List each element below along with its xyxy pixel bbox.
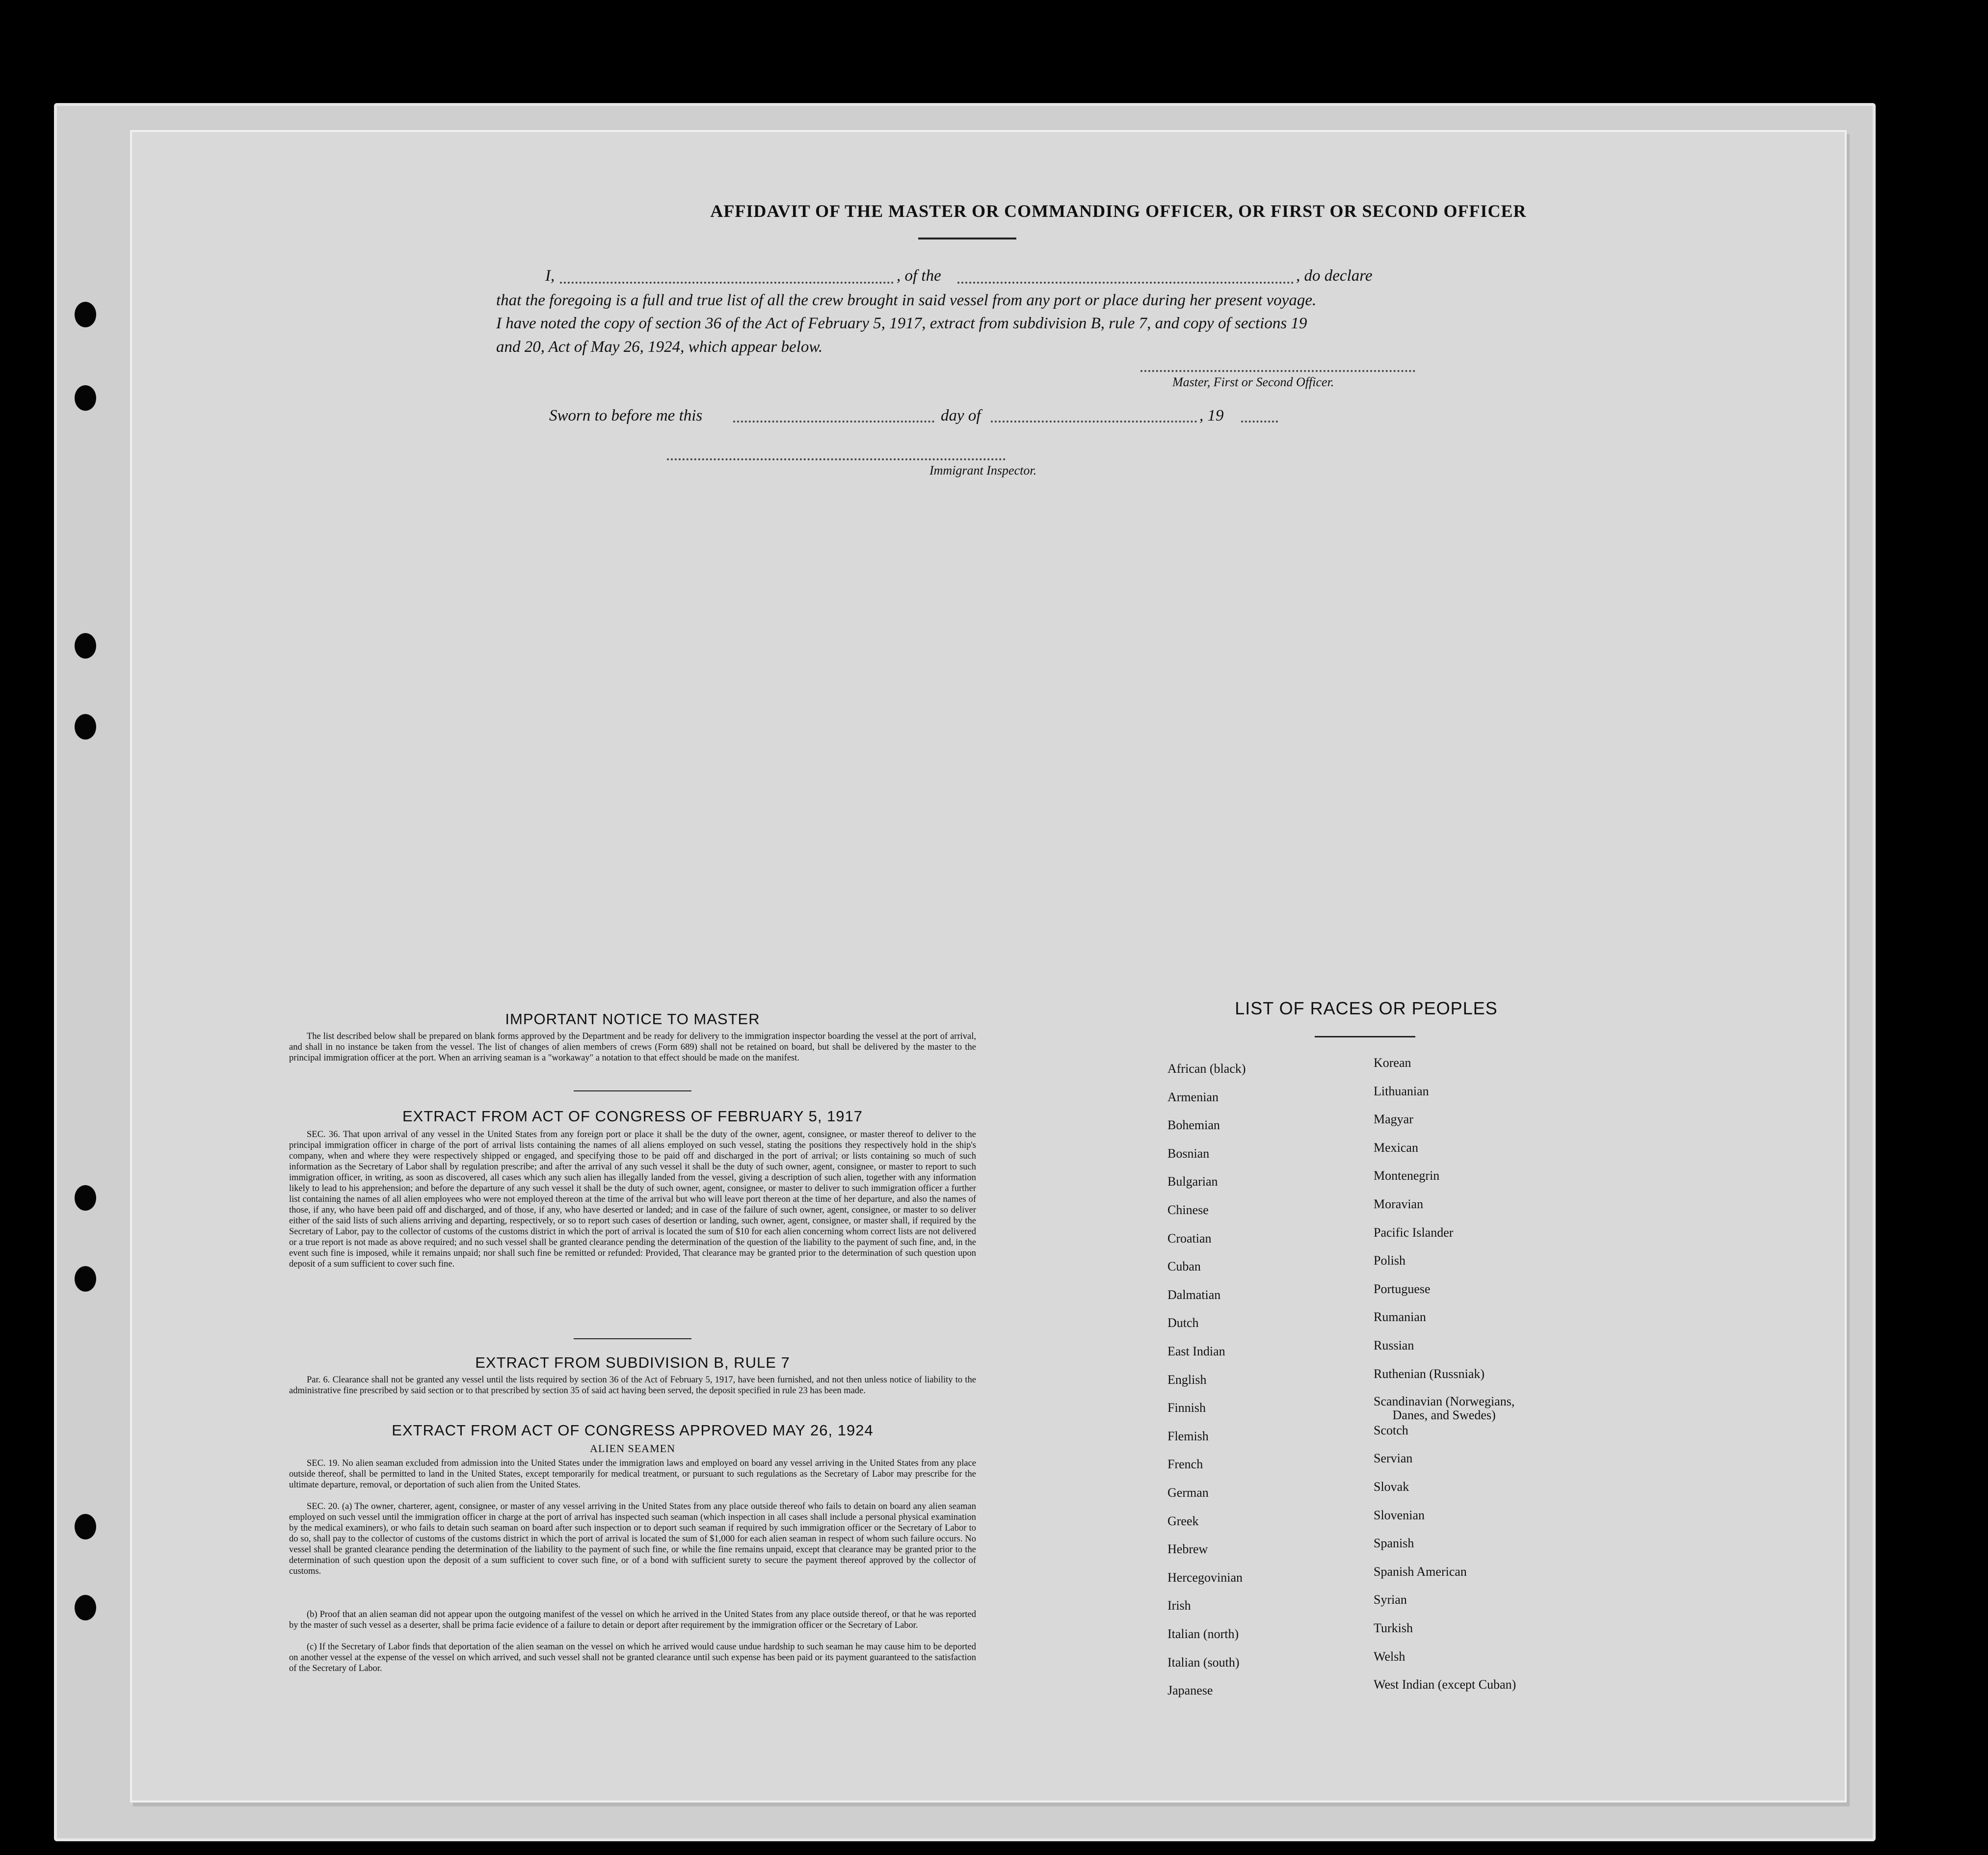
sec20c-text: (c) If the Secretary of Labor finds that deportation of the alien seaman on the vessel on which he arrived would cause undue hardship to such seaman he may cause him to be deported on another vessel at the expense of the vessel on which arrived, and such vessel shall not be granted clearance until such expense has been paid or its payment guaranteed to the satisfaction of the Secretary of Labor. [289, 1642, 976, 1673]
extract-1924-title: EXTRACT FROM ACT OF CONGRESS APPROVED MAY 26, 1924 [392, 1422, 874, 1439]
notice-text: The list described below shall be prepared on blank forms approved by the Department and be ready for delivery to the immigration inspector boarding the vessel at the port of arrival, and shall in no instance be taken from the vessel. The list of changes of alien members of crews (Form 689) shall not be retained on board, but shall be delivered by the master to the principal immigration officer at the port. When an arriving seaman is a "workaway" a notation to that effect should be made on the manifest. [289, 1032, 976, 1063]
race-item: Bosnian [1167, 1146, 1210, 1161]
affidavit-title: AFFIDAVIT OF THE MASTER OR COMMANDING OFFICER, OR FIRST OR SECOND OFFICER [710, 201, 1527, 221]
races-underline [1315, 1036, 1415, 1037]
binder-hole [75, 1595, 96, 1620]
sec19-text: SEC. 19. No alien seaman excluded from admission into the United States under the immigration laws and employed on board any vessel arriving in the United States from any place outside thereof, shall be permitted to land in the United States, except temporarily for medical treatment, or pursuant to such regulations as the Secretary of Labor may prescribe for the ultimate departure, removal, or deportation of such alien from the United States. [289, 1458, 976, 1490]
binder-hole [75, 1514, 96, 1539]
title-underline [918, 238, 1016, 239]
race-item: German [1167, 1485, 1209, 1500]
race-item: African (black) [1167, 1061, 1246, 1076]
binder-hole [75, 1266, 96, 1292]
race-item: Hercegovinian [1167, 1570, 1243, 1585]
master-signature-label: Master, First or Second Officer. [1172, 375, 1334, 389]
vessel-name-field[interactable] [957, 282, 1294, 284]
race-item: Cuban [1167, 1259, 1201, 1273]
affidavit-line: I have noted the copy of section 36 of the Act of February 5, 1917, extract from subdivision B, rule 7, and copy of sections 19 [496, 315, 1307, 332]
race-item: Welsh [1374, 1649, 1405, 1664]
race-item: Rumanian [1374, 1310, 1426, 1324]
race-item: Pacific Islander [1374, 1225, 1454, 1240]
race-item: Italian (south) [1167, 1655, 1240, 1670]
inspector-signature-field[interactable] [667, 458, 1006, 460]
master-signature-field[interactable] [1140, 370, 1415, 372]
race-item: East Indian [1167, 1344, 1225, 1358]
race-item: Montenegrin [1374, 1168, 1440, 1183]
notice-title: IMPORTANT NOTICE TO MASTER [505, 1010, 760, 1028]
sworn-month-field[interactable] [991, 421, 1197, 423]
binder-hole [75, 302, 96, 327]
race-item: Dutch [1167, 1316, 1199, 1330]
sworn-label: Sworn to before me this [549, 407, 703, 424]
extract-1917-text: SEC. 36. That upon arrival of any vessel in the United States from any foreign port or place it shall be the duty of the owner, agent, consignee, or master thereof to deliver to the principal immigration officer in charge of the port of arrival lists containing the names of all aliens employed on such vessel, stating the positions they respectively hold in the ship's company, when and where they were respectively shipped or engaged, and specifying those to be paid off and discharged in the port of arrival; or lists containing so much of such information as the Secretary of Labor shall by regulation prescribe; and after the arrival of any such vessel it shall be the duty of such owner, agent, consignee, or master to report to such immigration officer, in writing, as soon as discovered, all cases which any such alien has illegally landed from the vessel, giving a description of such alien, together with any information likely to lead to his apprehension; and before the departure of any such vessel it shall be the duty of such owner, agent, consignee, or master to deliver to such immigration officer a further list containing the names of all alien employees who were not employed thereon at the time of the arrival but who will leave port thereon at the time of her departure, and also the names of those, if any, who have been paid off and discharged, and of those, if any, who have deserted or landed; and in case of the failure of such owner, agent, consignee, or master to so deliver either of the said lists of such aliens arriving and departing, respectively, or so to report such cases of desertion or landing, such owner, agent, consignee, or master shall, if required by the Secretary of Labor, pay to the collector of customs of the customs district in which the port of arrival is located the sum of $10 for each alien concerning whom correct lists are not delivered or a true report is not made as above required; and no such vessel shall be granted clearance pending the determination of the question of the liability to the payment of such fine, and, in the event such fine is imposed, while it remains unpaid; nor shall such fine be remitted or refunded: Provided, That clearance may be granted prior to the determination of such question upon deposit of a sum sufficient to cover such fine. [289, 1130, 976, 1269]
race-item: Japanese [1167, 1683, 1213, 1697]
race-item: Mexican [1374, 1140, 1418, 1155]
race-item: Bulgarian [1167, 1174, 1218, 1189]
race-item: Italian (north) [1167, 1627, 1239, 1641]
race-item: Spanish American [1374, 1564, 1467, 1579]
sec20a-text: SEC. 20. (a) The owner, charterer, agent, consignee, or master of any vessel arriving in the United States from any place outside thereof who fails to detain on board any alien seaman employed on such vessel until the immigration officer in charge at the port of arrival has inspected such seaman (which inspection in all cases shall include a personal physical examination by the medical examiners), or who fails to detain such seaman on board after such inspection or to deport such seaman if required by such immigration officer or the Secretary of Labor to do so, shall pay to the collector of customs of the customs district in which the port of arrival is located the sum of $1,000 for each alien seaman in respect of whom such failure occurs. No vessel shall be granted clearance pending the determination of the liability to the payment of such fine, or while the fine remains unpaid, except that clearance may be granted prior to the determination of such question upon the deposit of a sum sufficient to cover such fine, or of a bond with sufficient surety to secure the payment thereof approved by the collector of customs. [289, 1502, 976, 1576]
form-page [130, 130, 1847, 1802]
race-item: Dalmatian [1167, 1288, 1221, 1302]
race-item: French [1167, 1457, 1203, 1471]
extract-rule7-text: Par. 6. Clearance shall not be granted any vessel until the lists required by section 36 of the Act of February 5, 1917, have been furnished, and not then unless notice of liability to the administrative fine prescribed by said section or to that prescribed by section 35 of said act having been served, the deposit specified in rule 23 has been made. [289, 1375, 976, 1396]
race-item: Slovenian [1374, 1508, 1425, 1522]
race-item: Ruthenian (Russniak) [1374, 1367, 1485, 1381]
race-item: English [1167, 1373, 1207, 1387]
race-item: Hebrew [1167, 1542, 1208, 1556]
declare-text: , do declare [1296, 267, 1373, 285]
declarant-name-field[interactable] [560, 282, 894, 284]
race-item: Spanish [1374, 1536, 1414, 1550]
binder-hole [75, 385, 96, 411]
race-item: Turkish [1374, 1621, 1413, 1635]
extract-1917-title: EXTRACT FROM ACT OF CONGRESS OF FEBRUARY 5, 1917 [402, 1108, 863, 1125]
year-label: , 19 [1199, 407, 1224, 424]
binder-hole [75, 1185, 96, 1211]
binder-hole [75, 714, 96, 740]
race-item: Polish [1374, 1253, 1406, 1268]
declarant-label: I, [545, 267, 555, 285]
affidavit-line: that the foregoing is a full and true list of all the crew brought in said vessel from any port or place during her present voyage. [496, 292, 1317, 309]
race-item: Armenian [1167, 1090, 1219, 1104]
sec20b-text: (b) Proof that an alien seaman did not appear upon the outgoing manifest of the vessel on which he arrived in the United States from any place outside thereof, or that he was reported by the master of such vessel as a deserter, shall be prima facie evidence of a failure to detain or deport after requirement by the immigration officer or the Secretary of Labor. [289, 1610, 976, 1630]
race-item: Portuguese [1374, 1282, 1431, 1296]
race-item: Korean [1374, 1056, 1411, 1070]
races-title: LIST OF RACES OR PEOPLES [1235, 998, 1498, 1018]
race-item: Moravian [1374, 1197, 1424, 1211]
race-item: Flemish [1167, 1429, 1209, 1443]
race-item: Slovak [1374, 1480, 1409, 1494]
race-item: Lithuanian [1374, 1084, 1429, 1098]
extract-rule7-title: EXTRACT FROM SUBDIVISION B, RULE 7 [475, 1354, 790, 1371]
sworn-year-field[interactable] [1241, 421, 1278, 423]
sworn-day-field[interactable] [733, 421, 934, 423]
race-item: Chinese [1167, 1203, 1209, 1217]
race-item: Croatian [1167, 1231, 1212, 1246]
race-item: Syrian [1374, 1592, 1407, 1607]
section-divider [574, 1338, 691, 1339]
inspector-signature-label: Immigrant Inspector. [929, 463, 1037, 477]
race-item: Irish [1167, 1598, 1191, 1613]
day-of-label: day of [941, 407, 981, 424]
race-item: West Indian (except Cuban) [1374, 1677, 1516, 1692]
binder-hole [75, 633, 96, 659]
race-item: Scotch [1374, 1423, 1408, 1437]
alien-seamen-subtitle: ALIEN SEAMEN [590, 1442, 675, 1455]
section-divider [574, 1090, 691, 1091]
race-item: Magyar [1374, 1112, 1413, 1126]
race-item: Greek [1167, 1514, 1199, 1528]
vessel-label: , of the [897, 267, 941, 285]
race-item: Servian [1374, 1451, 1413, 1465]
race-item: Finnish [1167, 1401, 1206, 1415]
race-item: Bohemian [1167, 1118, 1220, 1132]
race-item: Russian [1374, 1338, 1414, 1352]
affidavit-line: and 20, Act of May 26, 1924, which appear below. [496, 338, 823, 356]
race-item: Scandinavian (Norwegians, Danes, and Swedes) [1374, 1394, 1515, 1422]
